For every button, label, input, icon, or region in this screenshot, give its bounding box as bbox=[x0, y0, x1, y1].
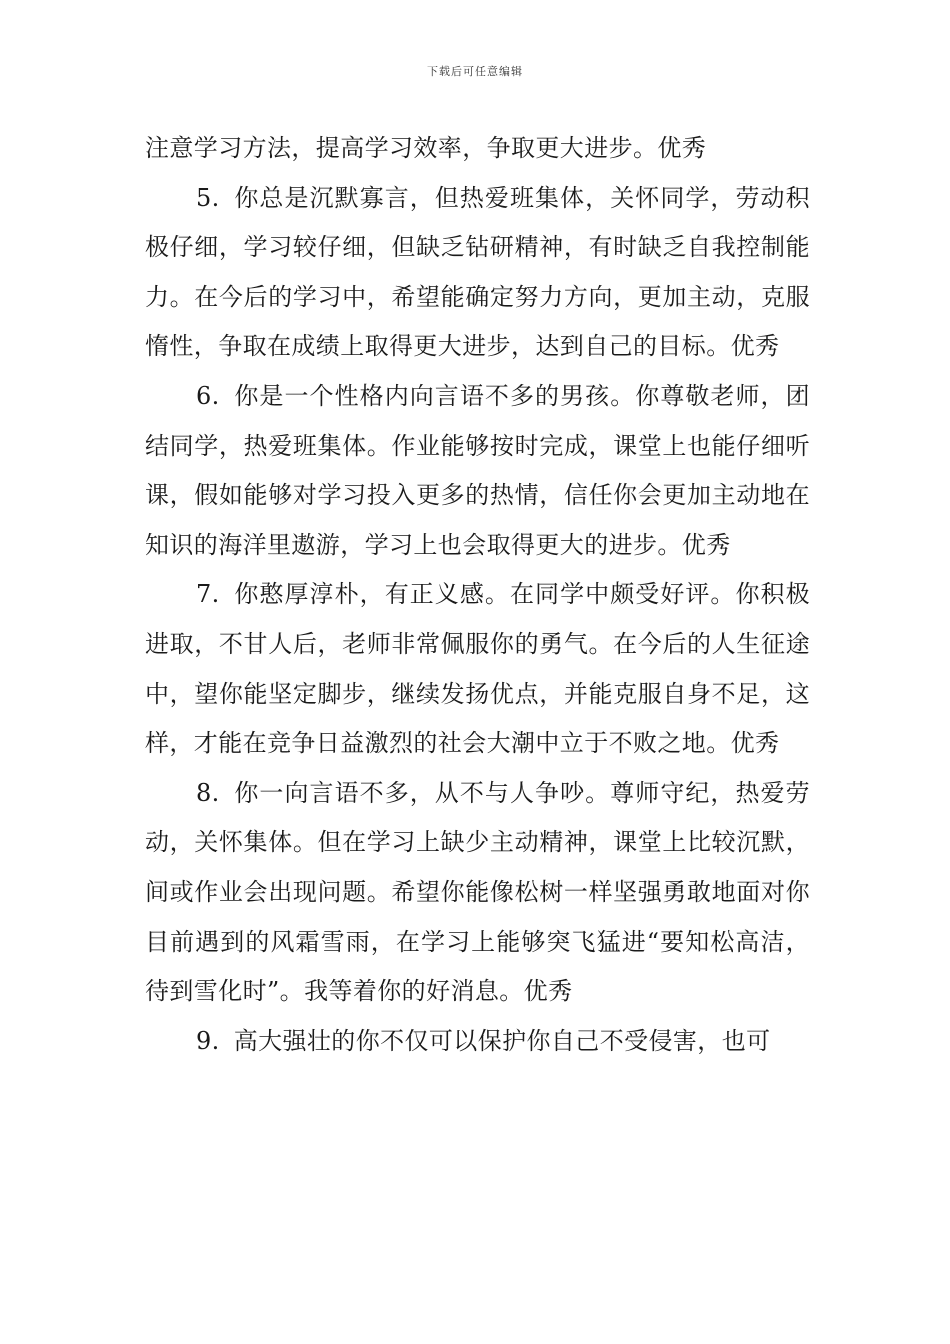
paragraph-text: 注意学习方法，提高学习效率，争取更大进步。优秀 bbox=[145, 134, 707, 162]
item-number: 7. bbox=[196, 580, 220, 609]
paragraph-text: 高大强壮的你不仅可以保护你自己不受侵害，也可 bbox=[233, 1026, 771, 1055]
item-number: 6. bbox=[196, 381, 220, 410]
paragraph-text: 你憨厚淳朴，有正义感。在同学中颇受好评。你积极进取，不甘人后，老师非常佩服你的勇气。在今后的人生征途中，望你能坚定脚步，继续发扬优点，并能克服自身不足，这样，才能在竞争日益激烈的社会大潮中立于不败之地。优秀 bbox=[145, 580, 810, 758]
document-body bbox=[145, 124, 810, 1066]
item-number: 8. bbox=[196, 778, 220, 807]
paragraph-item-7 bbox=[145, 570, 810, 768]
item-number: 9. bbox=[196, 1026, 220, 1055]
paragraph-text: 你是一个性格内向言语不多的男孩。你尊敬老师，团结同学，热爱班集体。作业能够按时完成，课堂上也能仔细听课，假如能够对学习投入更多的热情，信任你会更加主动地在知识的海洋里遨游，学习上也会取得更大的进步。优秀 bbox=[145, 381, 810, 559]
paragraph-text: 你一向言语不多，从不与人争吵。尊师守纪，热爱劳动，关怀集体。但在学习上缺少主动精神，课堂上比较沉默，间或作业会出现问题。希望你能像松树一样坚强勇敢地面对你目前遇到的风霜雪雨，在学习上能够突飞猛进“要知松高洁，待到雪化时”。我等着你的好消息。优秀 bbox=[145, 778, 810, 1006]
page-header-note: 下载后可任意编辑 bbox=[427, 65, 523, 78]
paragraph-item-8 bbox=[145, 769, 810, 1017]
item-number: 5. bbox=[196, 183, 220, 212]
paragraph-continuation bbox=[145, 124, 810, 174]
paragraph-item-9 bbox=[145, 1017, 810, 1067]
paragraph-text: 你总是沉默寡言，但热爱班集体，关怀同学，劳动积极仔细，学习较仔细，但缺乏钻研精神，有时缺乏自我控制能力。在今后的学习中，希望能确定努力方向，更加主动，克服惰性，争取在成绩上取得更大进步，达到自己的目标。优秀 bbox=[145, 183, 810, 361]
paragraph-item-5 bbox=[145, 174, 810, 372]
paragraph-item-6 bbox=[145, 372, 810, 570]
